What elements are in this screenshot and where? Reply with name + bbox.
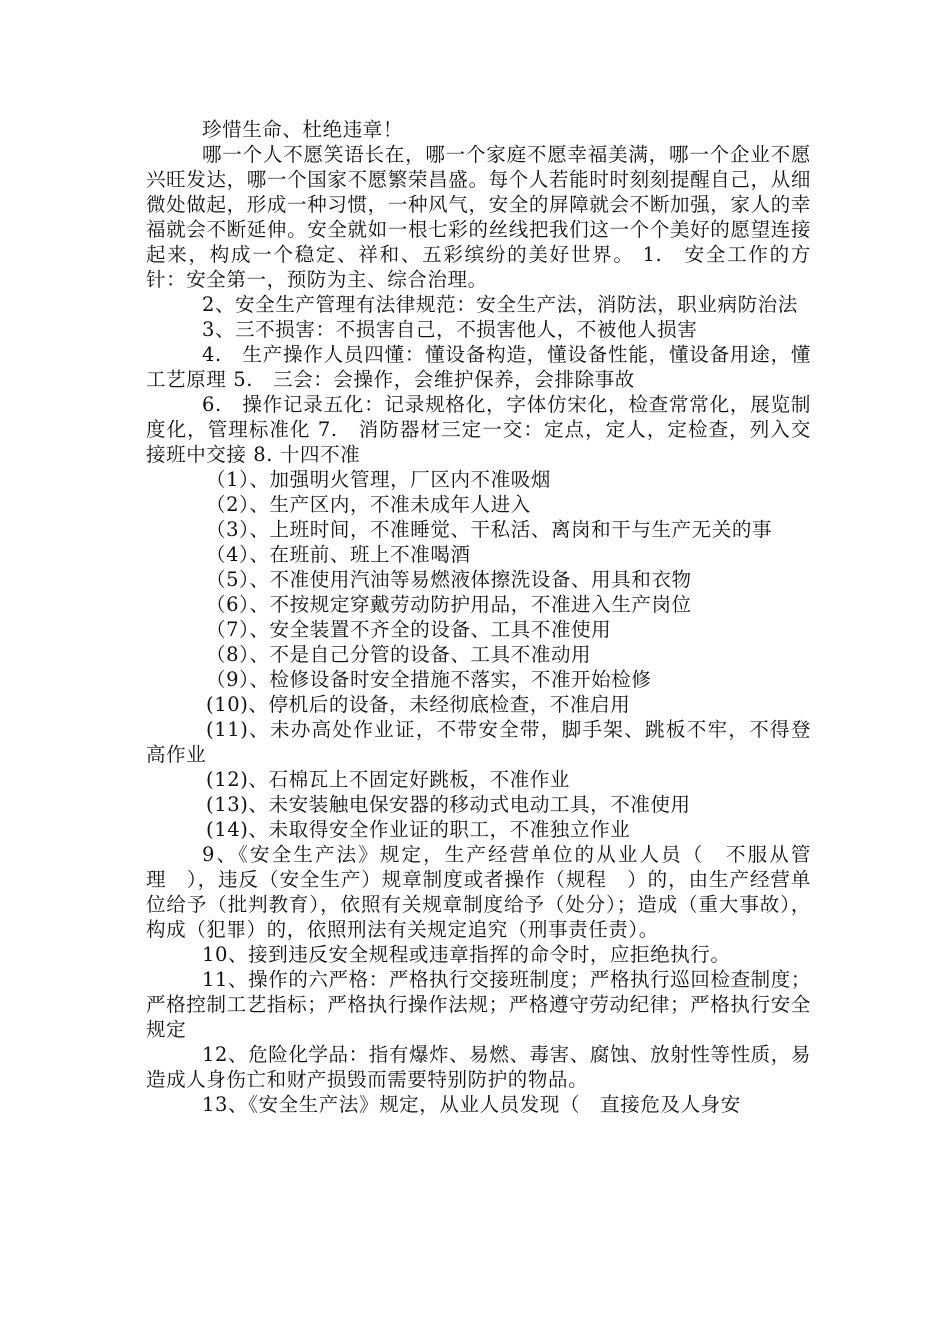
paragraph: （8）、不是自己分管的设备、工具不准动用 bbox=[206, 643, 592, 666]
paragraph: （6）、不按规定穿戴劳动防护用品，不准进入生产岗位 bbox=[206, 593, 692, 616]
paragraph: （4）、在班前、班上不准喝酒 bbox=[206, 543, 471, 566]
paragraph: 2、安全生产管理有法律规范：安全生产法，消防法，职业病防治法 bbox=[202, 293, 798, 316]
paragraph: 11、操作的六严格：严格执行交接班制度；严格执行巡回检查制度；严格控制工艺指标；严格执行操作法规；严格遵守劳动纪律；严格执行安全规定 bbox=[146, 968, 811, 1041]
paragraph: (13)、未安装触电保安器的移动式电动工具，不准使用 bbox=[206, 793, 691, 816]
paragraph: （1）、加强明火管理，厂区内不准吸烟 bbox=[206, 468, 551, 491]
paragraph: (10)、停机后的设备，未经彻底检查，不准启用 bbox=[206, 693, 631, 716]
paragraph: （9）、检修设备时安全措施不落实，不准开始检修 bbox=[206, 668, 652, 691]
paragraph: 10、接到违反安全规程或违章指挥的命令时，应拒绝执行。 bbox=[202, 943, 731, 966]
paragraph: 6. 操作记录五化：记录规格化，字体仿宋化，检查常常化，展览制度化，管理标准化 7. 消防器材三定一交：定点，定人，定检查，列入交接班中交接 8. 十四不准 bbox=[146, 393, 811, 466]
paragraph: （2）、生产区内，不准未成年人进入 bbox=[206, 493, 531, 516]
paragraph: （3）、上班时间，不准睡觉、干私活、离岗和干与生产无关的事 bbox=[206, 518, 773, 541]
paragraph: （5）、不准使用汽油等易燃液体擦洗设备、用具和衣物 bbox=[206, 568, 692, 591]
paragraph: (11)、未办高处作业证，不带安全带，脚手架、跳板不牢，不得登高作业 bbox=[146, 718, 811, 766]
document-title: 珍惜生命、杜绝违章！ bbox=[202, 118, 404, 141]
paragraph: 9、《安全生产法》规定，生产经营单位的从业人员（ 不服从管理 ），违反（安全生产）规章制度或者操作（规程 ）的，由生产经营单位给予（批判教育），依照有关规章制度给予（处分）；造成（重大事故），构成（犯罪）的，依照刑法有关规定追究（刑事责任责）。 bbox=[146, 843, 811, 941]
paragraph: (14)、未取得安全作业证的职工，不准独立作业 bbox=[206, 818, 631, 841]
paragraph: 12、危险化学品：指有爆炸、易燃、毒害、腐蚀、放射性等性质，易造成人身伤亡和财产损毁而需要特别防护的物品。 bbox=[146, 1043, 811, 1091]
paragraph: 13、《安全生产法》规定，从业人员发现（ 直接危及人身安 bbox=[202, 1093, 741, 1116]
paragraph: 4. 生产操作人员四懂：懂设备构造，懂设备性能，懂设备用途，懂工艺原理 5. 三会：会操作，会维护保养，会排除事故 bbox=[146, 343, 811, 391]
document-body bbox=[146, 117, 811, 1117]
paragraph: (12)、石棉瓦上不固定好跳板，不准作业 bbox=[206, 768, 571, 791]
paragraph: （7）、安全装置不齐全的设备、工具不准使用 bbox=[206, 618, 612, 641]
paragraph: 哪一个人不愿笑语长在，哪一个家庭不愿幸福美满，哪一个企业不愿兴旺发达，哪一个国家不愿繁荣昌盛。每个人若能时时刻刻提醒自己，从细微处做起，形成一种习惯，一种风气，安全的屏障就会不断加强，家人的幸福就会不断延伸。安全就如一根七彩的丝线把我们这一个个美好的愿望连接起来，构成一个稳定、祥和、五彩缤纷的美好世界。 1. 安全工作的方针：安全第一，预防为主、综合治理。 bbox=[146, 143, 811, 291]
paragraph: 3、三不损害：不损害自己，不损害他人，不被他人损害 bbox=[202, 318, 698, 341]
